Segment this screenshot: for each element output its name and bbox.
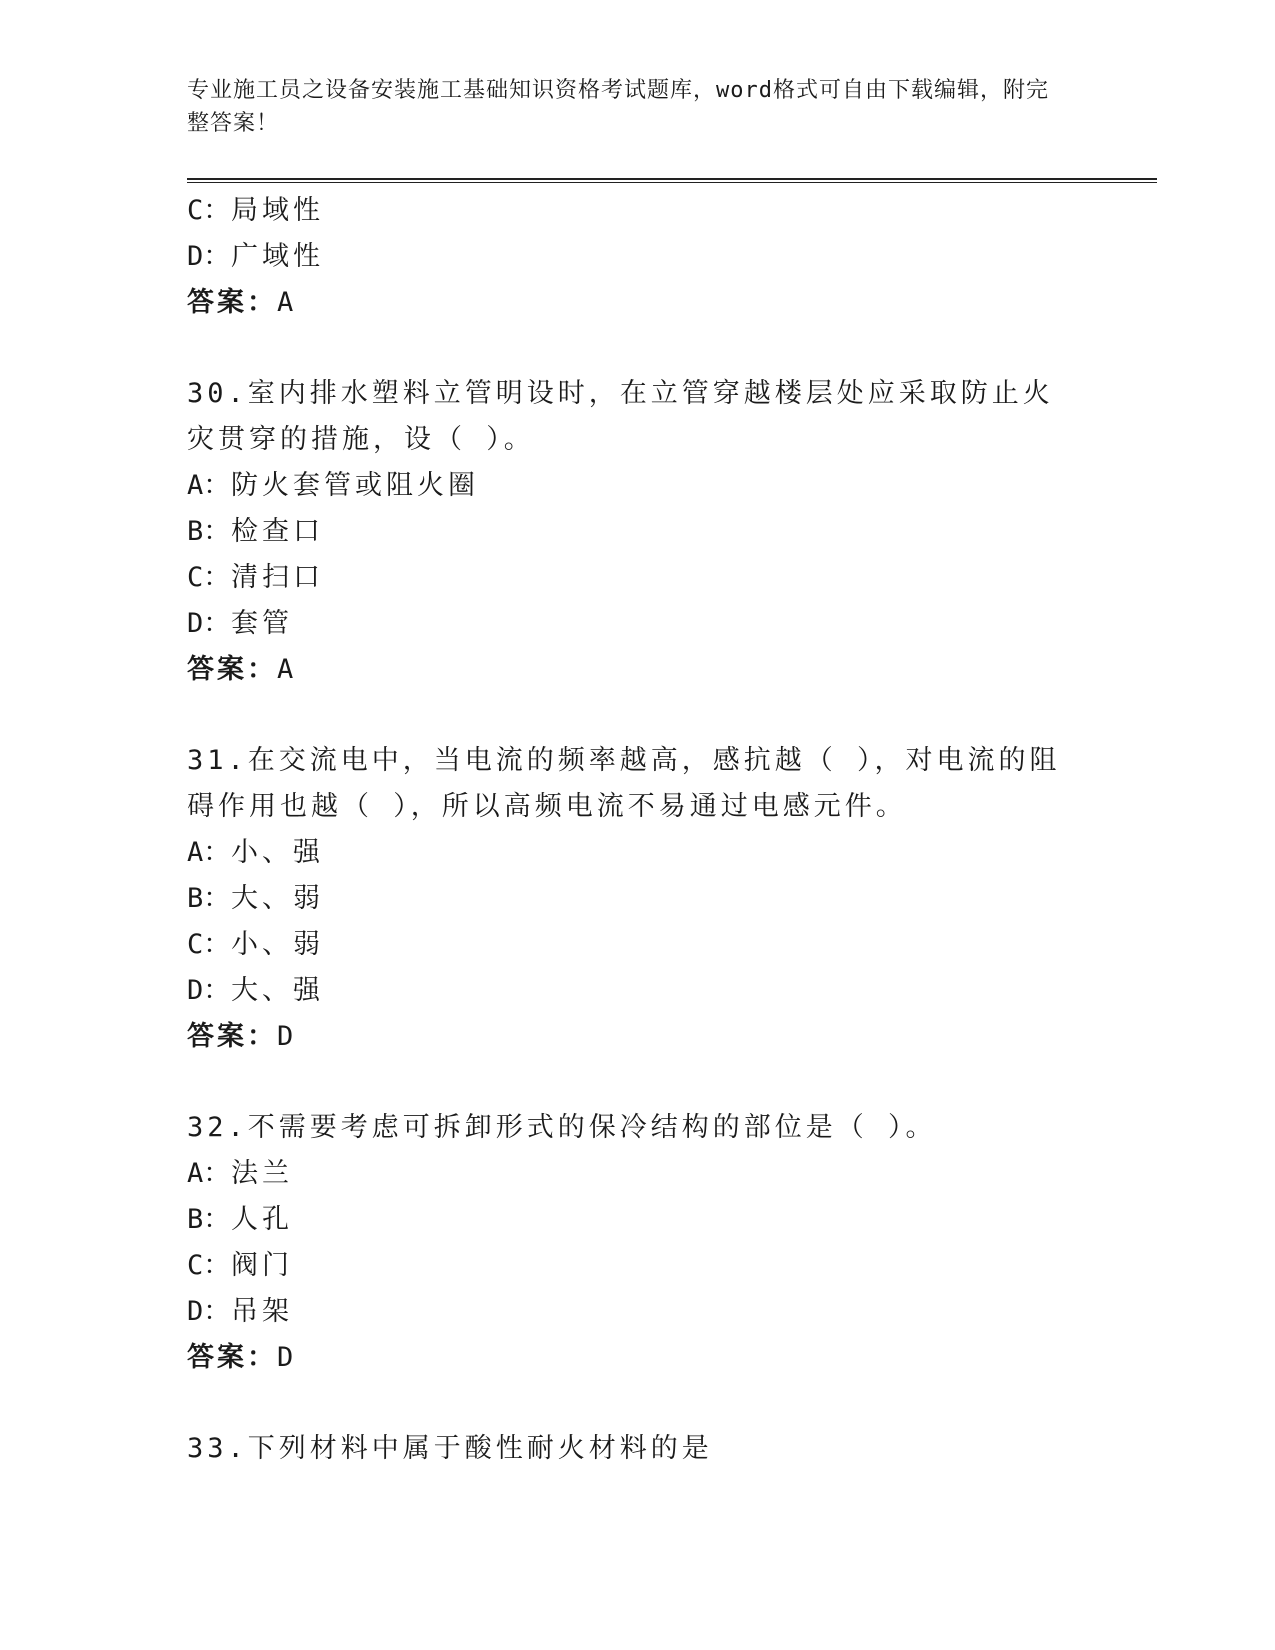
option-row	[187, 555, 1087, 601]
page-header: 专业施工员之设备安装施工基础知识资格考试题库，word格式可自由下载编辑，附完整答案！	[187, 78, 1049, 136]
option-letter: D：	[187, 1296, 231, 1327]
answer-line	[187, 280, 1087, 326]
answer-label: 答案：	[187, 287, 277, 318]
question-stem: 33.下列材料中属于酸性耐火材料的是	[187, 1433, 713, 1464]
option-letter: D：	[187, 975, 231, 1006]
option-letter: C：	[187, 1250, 231, 1281]
option-row	[187, 188, 1087, 234]
option-text: 清扫口	[231, 562, 324, 593]
option-row	[187, 1289, 1087, 1335]
option-text: 大、弱	[231, 883, 324, 914]
answer-value: A	[277, 287, 297, 318]
option-letter: C：	[187, 929, 231, 960]
option-row	[187, 876, 1087, 922]
option-letter: C：	[187, 562, 231, 593]
option-text: 阀门	[231, 1250, 293, 1281]
option-row	[187, 830, 1087, 876]
option-letter: B：	[187, 883, 231, 914]
option-row	[187, 968, 1087, 1014]
option-letter: B：	[187, 516, 231, 547]
option-text: 人孔	[231, 1204, 293, 1235]
answer-value: D	[277, 1021, 297, 1052]
option-text: 法兰	[231, 1158, 293, 1189]
option-text: 吊架	[231, 1296, 293, 1327]
option-letter: C：	[187, 195, 231, 226]
option-letter: A：	[187, 837, 231, 868]
option-text: 局域性	[231, 195, 324, 226]
option-text: 广域性	[231, 241, 324, 272]
option-letter: A：	[187, 470, 231, 501]
option-letter: B：	[187, 1204, 231, 1235]
option-row	[187, 1243, 1087, 1289]
option-row	[187, 601, 1087, 647]
option-text: 小、强	[231, 837, 324, 868]
answer-label: 答案：	[187, 1021, 277, 1052]
answer-label: 答案：	[187, 1342, 277, 1373]
option-text: 检查口	[231, 516, 324, 547]
option-row	[187, 1197, 1087, 1243]
option-text: 小、弱	[231, 929, 324, 960]
answer-line	[187, 1335, 1087, 1381]
option-letter: D：	[187, 608, 231, 639]
option-text: 大、强	[231, 975, 324, 1006]
question-stem: 31.在交流电中，当电流的频率越高，感抗越（ ），对电流的阻碍作用也越（ ），所以高频电流不易通过电感元件。	[187, 745, 1061, 822]
answer-value: A	[277, 654, 297, 685]
option-text: 套管	[231, 608, 293, 639]
option-text: 防火套管或阻火圈	[231, 470, 479, 501]
answer-value: D	[277, 1342, 297, 1373]
question-stem: 32.不需要考虑可拆卸形式的保冷结构的部位是（ ）。	[187, 1112, 937, 1143]
option-row	[187, 509, 1087, 555]
answer-line	[187, 1014, 1087, 1060]
option-row	[187, 234, 1087, 280]
option-row	[187, 922, 1087, 968]
header-divider	[187, 178, 1157, 183]
answer-line	[187, 647, 1087, 693]
option-letter: D：	[187, 241, 231, 272]
question-list	[187, 188, 1087, 1472]
option-letter: A：	[187, 1158, 231, 1189]
option-row	[187, 1151, 1087, 1197]
question-stem: 30.室内排水塑料立管明设时，在立管穿越楼层处应采取防止火灾贯穿的措施，设（ ）。	[187, 378, 1054, 455]
answer-label: 答案：	[187, 654, 277, 685]
option-row	[187, 463, 1087, 509]
